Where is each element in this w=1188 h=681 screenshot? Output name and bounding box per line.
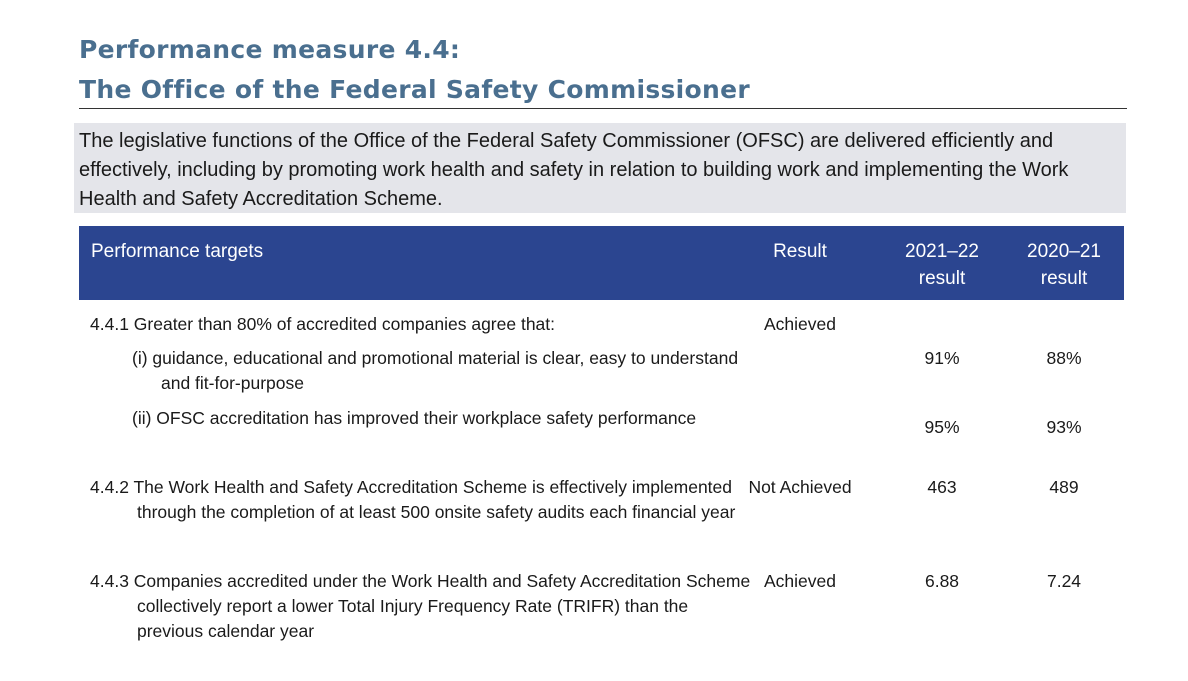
- page-title: [79, 30, 750, 110]
- value-4-4-1-i-2020-21: 88%: [1046, 348, 1082, 368]
- header-2021-22-label: result: [918, 268, 966, 289]
- header-2020-21-result: [1014, 238, 1114, 292]
- header-2021-22-result: [892, 238, 992, 292]
- header-result: Result: [773, 241, 827, 262]
- target-4-4-2: 4.4.2 The Work Health and Safety Accreditation Scheme is effectively implemented through the completion of at least 500 onsite safety audits each financial year: [90, 477, 736, 522]
- target-4-4-3: 4.4.3 Companies accredited under the Work Health and Safety Accreditation Scheme collectively report a lower Total Injury Frequency Rate (TRIFR) than the previous calendar year: [90, 571, 751, 641]
- page-title-line-2: The Office of the Federal Safety Commissioner: [79, 75, 751, 104]
- result-4-4-2: Not Achieved: [748, 477, 852, 497]
- subtarget-4-4-1-i: (i) guidance, educational and promotional material is clear, easy to understand and fit-for-purpose: [132, 348, 739, 393]
- header-performance-targets: Performance targets: [91, 241, 264, 262]
- value-4-4-3-2021-22: 6.88: [924, 571, 960, 591]
- title-divider: [79, 108, 1127, 109]
- page-title-line-1: Performance measure 4.4:: [79, 35, 461, 64]
- value-4-4-1-ii-2021-22: 95%: [924, 417, 960, 437]
- subtarget-4-4-1-ii: (ii) OFSC accreditation has improved their workplace safety performance: [132, 408, 697, 428]
- header-2020-21-year: 2020–21: [1027, 241, 1101, 262]
- value-4-4-2-2020-21: 489: [1049, 477, 1079, 497]
- table-header: [79, 226, 1124, 300]
- result-4-4-3: Achieved: [764, 571, 836, 591]
- result-4-4-1: Achieved: [764, 314, 836, 334]
- target-4-4-1: 4.4.1 Greater than 80% of accredited companies agree that:: [90, 314, 556, 334]
- value-4-4-2-2021-22: 463: [927, 477, 957, 497]
- objective-statement: The legislative functions of the Office of the Federal Safety Commissioner (OFSC) are delivered efficiently and effectively, including by promoting work health and safety in relation to building work and implementing the Work Health and Safety Accreditation Scheme.: [74, 123, 1126, 213]
- value-4-4-3-2020-21: 7.24: [1046, 571, 1082, 591]
- header-2021-22-year: 2021–22: [905, 241, 979, 262]
- header-2020-21-label: result: [1040, 268, 1088, 289]
- value-4-4-1-i-2021-22: 91%: [924, 348, 960, 368]
- value-4-4-1-ii-2020-21: 93%: [1046, 417, 1082, 437]
